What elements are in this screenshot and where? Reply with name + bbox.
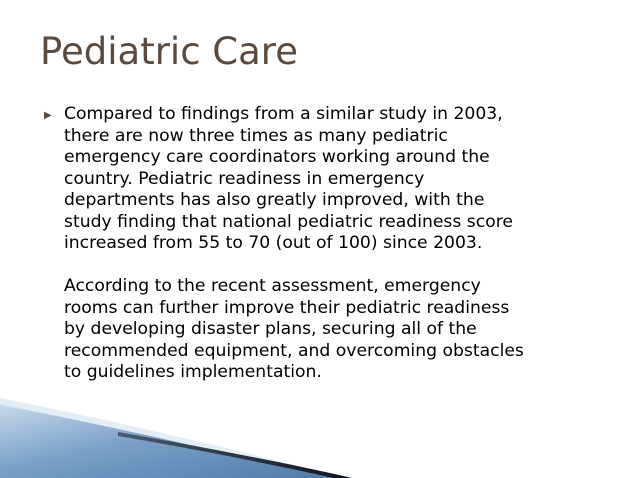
paragraph-findings: Compared to findings from a similar study in 2003, there are now three times as many pediatric emergency care coordinators working around the country. Pediatric readiness in emergency departments has also greatly improved, with the study finding that national pediatric readiness score increased from 55 to 70 (out of 100) since 2003. bbox=[64, 104, 513, 253]
paragraph-assessment: According to the recent assessment, emergency rooms can further improve their pediatric readiness by developing disaster plans, securing all of the recommended equipment, and overcoming obstacles to guidelines implementation. bbox=[64, 276, 524, 382]
swoosh-light-edge bbox=[0, 398, 346, 478]
bullet-text bbox=[64, 104, 604, 384]
bullet-item bbox=[44, 104, 604, 384]
bullet-arrow-icon: ▶ bbox=[44, 110, 52, 121]
slide-title: Pediatric Care bbox=[40, 30, 298, 73]
swoosh-dark-stroke bbox=[118, 432, 352, 478]
swoosh-blue-band bbox=[0, 404, 346, 478]
slide-content bbox=[44, 104, 604, 384]
